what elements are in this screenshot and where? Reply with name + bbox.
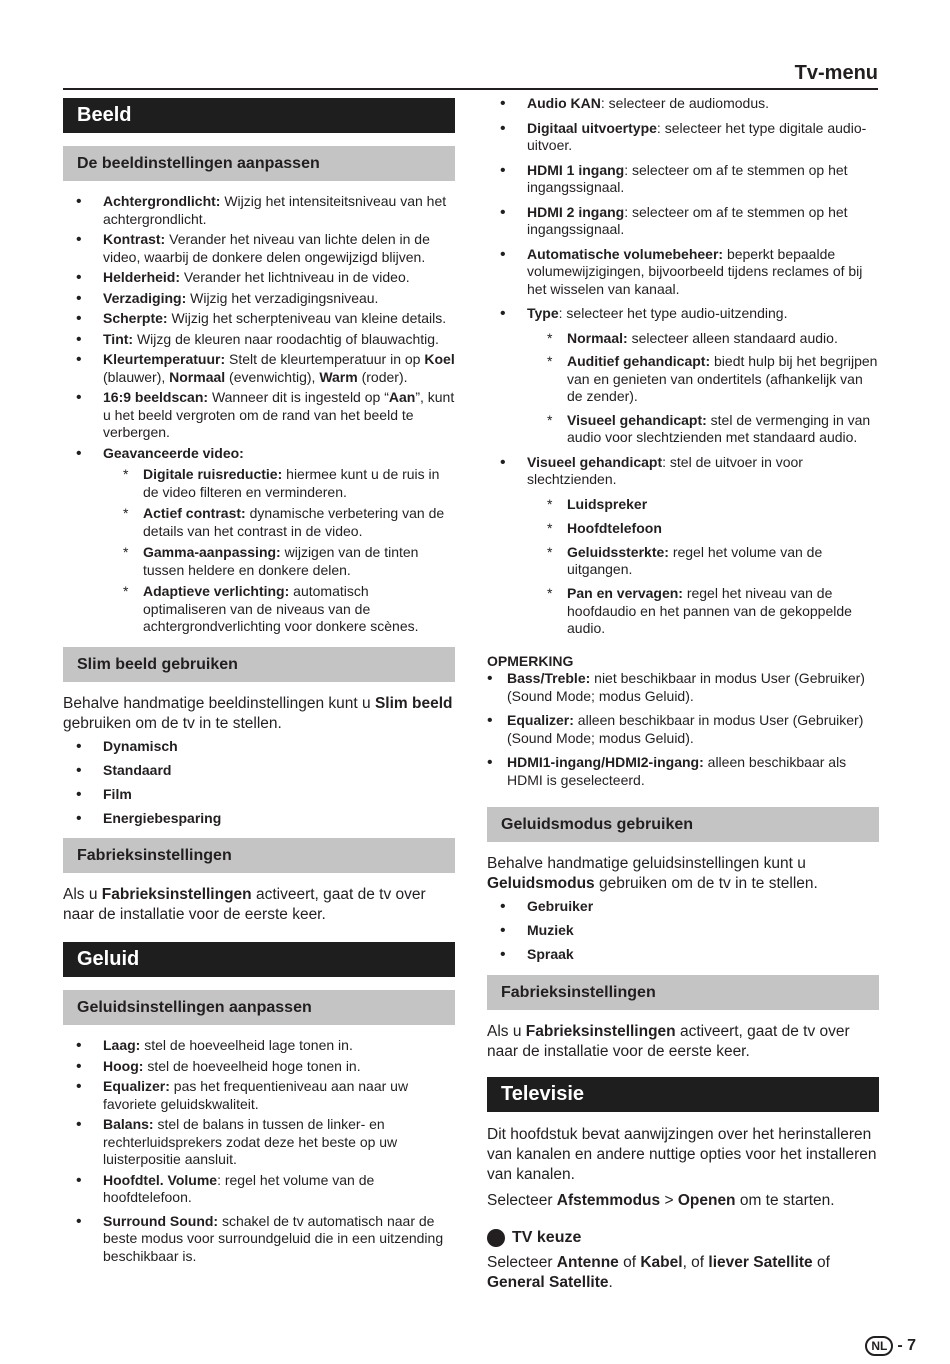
list-item: • Audio KAN: selecteer de audiomodus. [487, 95, 879, 113]
list-item: • Equalizer: pas het frequentieniveau aan naar uw favoriete geluidskwaliteit. [63, 1078, 455, 1113]
geluidsinstellingen-list [63, 1037, 455, 1265]
sub-list-item: * Luidspreker [527, 496, 879, 514]
right-column [487, 95, 879, 1293]
list-item: • Film [63, 786, 455, 804]
sub-list-item: * Pan en vervagen: regel het niveau van de hoofdaudio en het pannen van de gekoppelde audio. [527, 585, 879, 638]
list-item: • Automatische volumebeheer: beperkt bepaalde volumewijzigingen, bijvoorbeeld tijdens reclames of bij het wisselen van kanaal. [487, 246, 879, 299]
sub-list-item: * Hoofdtelefoon [527, 520, 879, 538]
subsection-geluidsmodus-heading: Geluidsmodus gebruiken [487, 807, 879, 842]
list-item: • Verzadiging: Wijzig het verzadigingsniveau. [63, 290, 455, 308]
page-number-text: - 7 [897, 1337, 916, 1354]
sub-list-item: * Actief contrast: dynamische verbetering van de details van het contrast in de video. [103, 505, 455, 540]
subsection-fabrieksinstellingen-right-heading: Fabrieksinstellingen [487, 975, 879, 1010]
list-item: • Achtergrondlicht: Wijzig het intensiteitsniveau van het achtergrondlicht. [63, 193, 455, 228]
audio-settings-list [487, 95, 879, 638]
subsection-beeldinstellingen-heading: De beeldinstellingen aanpassen [63, 146, 455, 181]
note-item: • Equalizer: alleen beschikbaar in modus User (Gebruiker) (Sound Mode; modus Geluid). [487, 712, 879, 747]
list-item: • Laag: stel de hoeveelheid lage tonen in. [63, 1037, 455, 1055]
list-item: • Kleurtemperatuur: Stelt de kleurtemperatuur in op Koel (blauwer), Normaal (evenwichtig), Warm (roder). [63, 351, 455, 386]
list-item: • Hoog: stel de hoeveelheid hoge tonen in. [63, 1058, 455, 1076]
note-list [487, 670, 879, 789]
slim-beeld-list [63, 738, 455, 828]
sub-list-item: * Geluidssterkte: regel het volume van de uitgangen. [527, 544, 879, 579]
page-header [63, 60, 878, 90]
sub-list-item: * Gamma-aanpassing: wijzigen van de tinten tussen heldere en donkere delen. [103, 544, 455, 579]
page-number [865, 1336, 916, 1356]
list-item: • Energiebesparing [63, 810, 455, 828]
list-item: • Visueel gehandicapt: stel de uitvoer in voor slechtzienden. * Luidspreker * Hoofdtelefoon * Geluidssterkte: regel het volume van de uitgangen. * Pan en vervagen: regel het niveau van de hoofdaudio en het pannen van de gekoppelde audio. [487, 454, 879, 638]
list-item: • HDMI 1 ingang: selecteer om af te stemmen op het ingangssignaal. [487, 162, 879, 197]
geluidsmodus-list [487, 898, 879, 964]
note-title: OPMERKING [487, 652, 574, 669]
list-item: • HDMI 2 ingang: selecteer om af te stemmen op het ingangssignaal. [487, 204, 879, 239]
tv-keuze-title: TV keuze [512, 1228, 582, 1246]
subsection-geluidsinstellingen-heading: Geluidsinstellingen aanpassen [63, 990, 455, 1025]
sub-list-item: * Auditief gehandicapt: biedt hulp bij het begrijpen van en genieten van ondertitels (afhankelijk van de zender). [527, 353, 879, 406]
list-item: • Gebruiker [487, 898, 879, 916]
section-televisie-heading: Televisie [487, 1077, 879, 1112]
fabrieksinstellingen-paragraph: Als u Fabrieksinstellingen activeert, gaat de tv over naar de installatie voor de eerste keer. [63, 886, 426, 923]
left-column [63, 98, 455, 1265]
beeldinstellingen-list [63, 193, 455, 636]
slim-beeld-paragraph: Behalve handmatige beeldinstellingen kunt u Slim beeld gebruiken om de tv in te stellen. [63, 694, 453, 732]
section-beeld-heading: Beeld [63, 98, 455, 133]
list-item: • Digitaal uitvoertype: selecteer het type digitale audio-uitvoer. [487, 120, 879, 155]
sub-list-item: * Adaptieve verlichting: automatisch optimaliseren van de niveaus van de achtergrondverlichting voor donkere scènes. [103, 583, 455, 636]
sub-list-item: * Visueel gehandicapt: stel de vermenging in van audio voor slechtzienden met standaard audio. [527, 412, 879, 447]
subsection-slim-beeld-heading: Slim beeld gebruiken [63, 647, 455, 682]
type-sublist [527, 330, 879, 447]
sub-list-item: * Normaal: selecteer alleen standaard audio. [527, 330, 879, 348]
list-item: • Spraak [487, 946, 879, 964]
list-item: • Geavanceerde video: * Digitale ruisreductie: hiermee kunt u de ruis in de video filteren en verminderen. * Actief contrast: dynamische verbetering van de details van het contrast in de video. * Gamma-aanpassing: wijzigen van de tinten tussen heldere en donkere delen. * Adaptieve verlichting: automatisch optimaliseren van de niveaus van de achtergrondverlichting voor donkere scènes. [63, 445, 455, 636]
section-geluid-heading: Geluid [63, 942, 455, 977]
list-item: • Muziek [487, 922, 879, 940]
list-item: • Hoofdtel. Volume: regel het volume van de hoofdtelefoon. [63, 1172, 455, 1207]
note-item: • HDMI1-ingang/HDMI2-ingang: alleen beschikbaar als HDMI is geselecteerd. [487, 754, 879, 789]
list-item: • 16:9 beeldscan: Wanneer dit is ingesteld op “Aan”, kunt u het beeld vergroten om de rand van het beeld te verbergen. [63, 389, 455, 442]
geluidsmodus-paragraph: Behalve handmatige geluidsinstellingen kunt u Geluidsmodus gebruiken om de tv in te stellen. [487, 855, 818, 892]
afstemmodus-instruction: Selecteer Afstemmodus > Openen om te starten. [487, 1191, 835, 1209]
list-item: • Type: selecteer het type audio-uitzending. * Normaal: selecteer alleen standaard audio. * Auditief gehandicapt: biedt hulp bij het begrijpen van en genieten van ondertitels (afhankelijk van de zender). * Visueel gehandicapt: stel de vermenging in van audio voor slechtzienden met standaard audio. [487, 305, 879, 447]
list-item: • Standaard [63, 762, 455, 780]
list-item: • Surround Sound: schakel de tv automatisch naar de beste modus voor surroundgeluid die in een uitzending beschikbaar is. [63, 1213, 455, 1266]
televisie-paragraph: Dit hoofdstuk bevat aanwijzingen over het herinstalleren van kanalen en andere nuttige opties voor het installeren van kanalen. [487, 1125, 877, 1183]
note-item: • Bass/Treble: niet beschikbaar in modus User (Gebruiker) (Sound Mode; modus Geluid). [487, 670, 879, 705]
list-item: • Kontrast: Verander het niveau van lichte delen in de video, waarbij de donkere delen ongewijzigd blijven. [63, 231, 455, 266]
bullet-circle-icon [487, 1229, 505, 1247]
list-item: • Helderheid: Verander het lichtniveau in de video. [63, 269, 455, 287]
list-item: • Dynamisch [63, 738, 455, 756]
list-item: • Tint: Wijzg de kleuren naar roodachtig of blauwachtig. [63, 331, 455, 349]
tv-keuze-paragraph: Selecteer Antenne of Kabel, of liever Satellite of General Satellite. [487, 1253, 830, 1291]
tv-keuze-heading [487, 1229, 879, 1247]
list-item: • Scherpte: Wijzig het scherpteniveau van kleine details. [63, 310, 455, 328]
visueel-sublist [527, 496, 879, 638]
list-item: • Balans: stel de balans in tussen de linker- en rechterluidsprekers zodat deze het beste op uw luisterpositie aansluit. [63, 1116, 455, 1169]
sub-list-item: * Digitale ruisreductie: hiermee kunt u de ruis in de video filteren en verminderen. [103, 466, 455, 501]
fabrieksinstellingen-right-paragraph: Als u Fabrieksinstellingen activeert, gaat de tv over naar de installatie voor de eerste keer. [487, 1022, 850, 1060]
language-badge: NL [865, 1336, 893, 1356]
subsection-fabrieksinstellingen-heading: Fabrieksinstellingen [63, 838, 455, 873]
page-title: Tv-menu [794, 62, 878, 84]
geavanceerd-sublist [103, 466, 455, 636]
